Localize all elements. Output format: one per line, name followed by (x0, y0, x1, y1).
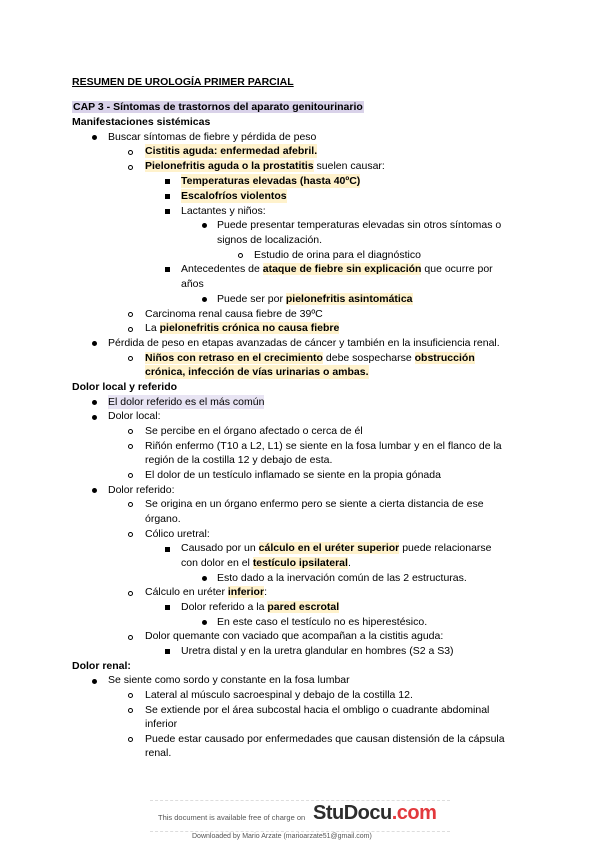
list-item-cont: renal. (145, 747, 172, 759)
list-item (181, 600, 339, 614)
bullet-circle (128, 327, 133, 332)
bullet-circle (128, 693, 133, 698)
list-item (217, 292, 413, 306)
list-item: En este caso el testículo no es hiperestésico. (217, 616, 428, 628)
highlight-text: cálculo en el uréter superior (258, 542, 400, 554)
highlight-text: testículo ipsilateral (252, 557, 348, 569)
bullet-circle (128, 165, 133, 170)
bullet-circle (128, 150, 133, 155)
highlight-text: Pielonefritis aguda o la prostatitis (145, 160, 314, 172)
text: La (145, 322, 160, 334)
bullet-dot (92, 135, 97, 140)
text: suelen causar: (313, 160, 385, 172)
list-item-cont: órgano. (145, 513, 181, 525)
list-item: Buscar síntomas de fiebre y pérdida de peso (108, 131, 317, 143)
text: Puede ser por (217, 293, 286, 305)
list-item: El dolor de un testículo inflamado se siente en la propia gónada (145, 469, 441, 481)
highlight-text: inferior (227, 586, 265, 598)
text: que ocurre por (421, 263, 493, 275)
text: : (264, 586, 267, 598)
list-item: Dolor referido: (108, 484, 175, 496)
bullet-square (165, 194, 170, 199)
highlight-text: pared escrotal (267, 601, 340, 613)
bullet-circle (128, 502, 133, 507)
list-item-cont: signos de localización. (217, 234, 323, 246)
list-item: Temperaturas elevadas (hasta 40ºC) (181, 175, 361, 187)
bullet-circle (238, 253, 243, 258)
list-item (145, 159, 385, 173)
list-item: El dolor referido es el más común (108, 396, 265, 408)
text: Antecedentes de (181, 263, 263, 275)
document-title: RESUMEN DE UROLOGÍA PRIMER PARCIAL (72, 76, 294, 88)
list-item-cont (181, 556, 351, 570)
list-item (145, 321, 339, 335)
list-item: Riñón enfermo (T10 a L2, L1) se siente en la fosa lumbar y en el flanco de la (145, 440, 502, 452)
chapter-heading: CAP 3 - Síntomas de trastornos del aparato genitourinario (73, 101, 363, 113)
bullet-square (165, 649, 170, 654)
bullet-square (165, 179, 170, 184)
highlight-text: obstrucción (414, 352, 475, 364)
section-heading: Dolor renal: (72, 660, 131, 672)
list-item (181, 541, 492, 555)
bullet-square (165, 267, 170, 272)
bullet-circle (128, 356, 133, 361)
list-item: Lactantes y niños: (181, 205, 266, 217)
bullet-circle (128, 532, 133, 537)
text: Dolor referido a la (181, 601, 268, 613)
bullet-dot (202, 620, 207, 625)
bullet-square (165, 605, 170, 610)
list-item: Uretra distal y en la uretra glandular en hombres (S2 a S3) (181, 645, 454, 657)
list-item: Lateral al músculo sacroespinal y debajo de la costilla 12. (145, 689, 413, 701)
list-item: Pérdida de peso en etapas avanzadas de cáncer y también en la insuficiencia renal. (108, 337, 500, 349)
highlight-text: Niños con retraso en el crecimiento (145, 352, 323, 364)
text: debe sospecharse (322, 352, 415, 364)
list-item (145, 585, 267, 599)
bullet-dot (92, 488, 97, 493)
highlight-text: pielonefritis asintomática (285, 293, 413, 305)
list-item: Estudio de orina para el diagnóstico (254, 249, 421, 261)
list-item: Se extiende por el área subcostal hacia el ombligo o cuadrante abdominal (145, 704, 490, 716)
bullet-dot (92, 415, 97, 420)
list-item: Carcinoma renal causa fiebre de 39ºC (145, 308, 323, 320)
bullet-circle (128, 312, 133, 317)
bullet-circle (128, 635, 133, 640)
bullet-dot (202, 576, 207, 581)
list-item: Cólico uretral: (145, 528, 210, 540)
bullet-dot (92, 400, 97, 405)
section-heading: Manifestaciones sistémicas (72, 116, 211, 128)
list-item: Puede estar causado por enfermedades que causan distensión de la cápsula (145, 733, 505, 745)
bullet-square (165, 209, 170, 214)
text: puede relacionarse (399, 542, 492, 554)
list-item: Dolor quemante con vaciado que acompañan a la cistitis aguda: (145, 630, 444, 642)
text: Cálculo en uréter (145, 586, 228, 598)
list-item (181, 262, 493, 276)
bullet-dot (92, 341, 97, 346)
list-item: Se origina en un órgano enfermo pero se siente a cierta distancia de ese (145, 498, 484, 510)
highlight-text: pielonefritis crónica no causa fiebre (159, 322, 340, 334)
bullet-square (165, 547, 170, 552)
list-item: Se percibe en el órgano afectado o cerca de él (145, 425, 363, 437)
list-item-cont: años (181, 278, 204, 290)
list-item-cont: crónica, infección de vías urinarias o ambas. (145, 366, 369, 378)
list-item: Dolor local: (108, 410, 161, 422)
text: Causado por un (181, 542, 259, 554)
highlight-text: ataque de fiebre sin explicación (262, 263, 422, 275)
list-item: Cistitis aguda: enfermedad afebril. (145, 145, 318, 157)
list-item: Esto dado a la inervación común de las 2 estructuras. (217, 572, 467, 584)
list-item-cont: inferior (145, 718, 178, 730)
bullet-circle (128, 591, 133, 596)
list-item (145, 351, 475, 365)
logo-text: StuDocu (313, 802, 392, 824)
bullet-dot (92, 679, 97, 684)
list-item: Puede presentar temperaturas elevadas sin otros síntomas o (217, 219, 502, 231)
text: con dolor en el (181, 557, 253, 569)
list-item-cont: región de la costilla 12 y debajo de esta. (145, 454, 333, 466)
list-item: Se siente como sordo y constante en la fosa lumbar (108, 674, 350, 686)
footer-note: This document is available free of charge on (158, 813, 306, 822)
logo-suffix: .com (391, 802, 437, 824)
bullet-dot (202, 297, 207, 302)
bullet-dot (202, 223, 207, 228)
bullet-circle (128, 444, 133, 449)
bullet-circle (128, 429, 133, 434)
bullet-circle (128, 473, 133, 478)
download-note: Downloaded by Mario Arzate (marioarzate51@gmail.com) (192, 833, 372, 840)
list-item: Escalofríos violentos (181, 190, 287, 202)
section-heading: Dolor local y referido (72, 381, 178, 393)
bullet-circle (128, 708, 133, 713)
bullet-circle (128, 737, 133, 742)
studocu-logo[interactable] (313, 802, 436, 825)
text: . (347, 557, 351, 569)
